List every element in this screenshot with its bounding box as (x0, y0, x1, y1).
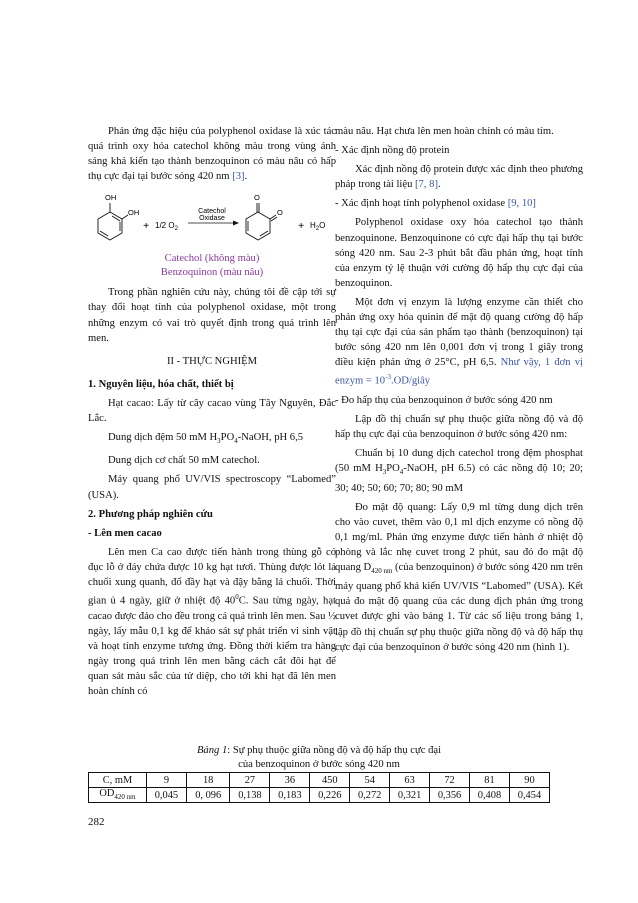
citation-link[interactable]: [7, 8] (415, 179, 438, 191)
table-cell: 0,226 (310, 788, 350, 803)
enzyme-label-top: Catechol (198, 208, 226, 216)
sub-activity: - Xác định hoạt tính polyphenol oxidase [9, 10] (335, 198, 536, 210)
research-paragraph: Trong phần nghiên cứu này, chúng tôi đề cập tới sự thay đổi hoạt tính của polyphenol oxidase, một trong những enzym có vai trò quyết định trong quá trình lên men. (88, 287, 336, 344)
table-cell: 18 (186, 773, 230, 788)
table-cell: 54 (350, 773, 390, 788)
protein-paragraph: Xác định nồng độ protein được xác định theo phương pháp trong tài liệu [7, 8]. (335, 164, 583, 191)
curve-paragraph: Lập đồ thị chuẩn sự phụ thuộc giữa nồng độ và độ hấp thụ cực đại của benzoquinon ở bước sóng 420 nm: (335, 414, 583, 441)
reaction-arrow (188, 208, 239, 226)
table-cell: 0,454 (509, 788, 549, 803)
table-cell: 81 (470, 773, 510, 788)
table-row (89, 788, 550, 803)
reaction-diagram (88, 192, 336, 252)
row-header: C, mM (89, 773, 147, 788)
table-cell: 63 (390, 773, 430, 788)
data-table (88, 772, 550, 803)
o-label-top: O (254, 193, 260, 203)
table-cell: 72 (430, 773, 470, 788)
right-column (335, 124, 583, 659)
table-cell: 0,183 (270, 788, 310, 803)
continued-paragraph: màu nâu. Hạt chưa lên men hoàn chỉnh có màu tím. (335, 126, 554, 137)
caption-label: Bảng 1 (196, 745, 228, 756)
table-cell: 0,045 (146, 788, 186, 803)
table-row (89, 773, 550, 788)
sub-protein: - Xác định nồng độ protein (335, 145, 450, 157)
subsection-materials: 1. Nguyên liệu, hóa chất, thiết bị (88, 378, 234, 390)
table-cell: 0, 096 (186, 788, 230, 803)
measure-paragraph: Đo mật độ quang: Lấy 0,9 ml từng dung dịch trên cho vào cuvet, thêm vào 0,1 ml dịch enzyme có nồng độ 0,1 mg/ml. Phản ứng enzyme được tiến hành ở nhiệt độ phòng và lắc nhẹ cuvet trong 2 phút, sau đó đo mật độ quang $D_{420 nm}$ (của benzoquinon) ở bước sóng 420 nm trên máy quang phổ khả kiến UV/VIS “Labomed” (USA). Kết quả đo mật độ quang của các dung dịch phản ứng trong cuvet được ghi vào bảng 1. Từ các số liệu trong bảng 1, lập đồ thị chuẩn sự phụ thuộc giữa nồng độ và độ hấp thụ cực đại của benzoquinon ở bước sóng 420 nm (hình 1). (335, 501, 583, 653)
page-number: 282 (88, 816, 105, 828)
table-cell: 0,356 (430, 788, 470, 803)
table-cell: 0,408 (470, 788, 510, 803)
table-cell: 90 (509, 773, 549, 788)
prep-paragraph: Chuẩn bị 10 dung dịch catechol trong đệm phosphat (50 mM $H_3PO_4$-NaOH, pH 6.5) có các nồng độ 10; 20; 30; 40; 50; 60; 70; 80; 90 mM (335, 448, 583, 494)
section-heading: II - THỰC NGHIỆM (166, 355, 258, 367)
table-cell: 450 (310, 773, 350, 788)
fermentation-paragraph: Lên men Ca cao được tiến hành trong thùng gỗ có đục lỗ ở đáy chứa được 10 kg hạt tươi. Thùng được lót lá chuối xung quanh, đổ đầy hạt và đậy bằng lá chuối. Thời gian ủ 4 ngày, giữ ở nhiệt độ $40^0C$. Sau từng ngày, hạt cacao được đảo cho đều trong cả quá trình lên men. Sau ½ ngày, lấy mẫu 0,1 kg để khảo sát sự phát triển vi sinh vật và hoạt tính enzyme tương ứng. Đồng thời kiểm tra hàng ngày trong quá trình lên men bằng cách cắt đôi hạt để quan sát màu sắc của tử diệp, cho tới khi hạt đã lên men hoàn chỉnh có (88, 546, 336, 698)
oh-label-side: OH (128, 208, 140, 218)
left-column (88, 124, 336, 703)
table-cell: 9 (146, 773, 186, 788)
plus-sign-2: + (298, 220, 305, 233)
benzoquinone-structure (246, 193, 283, 240)
activity-paragraph: Polyphenol oxidase oxy hóa catechol tạo thành benzoquinone. Benzoquinone có cực đại hấp thụ tại bước sóng 420 nm. Sau 2-3 phút bắt đầu phản ứng, hoạt tính của enzym tỷ lệ thuận với cường độ hấp thụ cực đại của benzoquinon. (335, 217, 583, 289)
table-caption: Bảng 1: Sự phụ thuộc giữa nồng độ và độ hấp thụ cực đại của benzoquinon ở bước sóng 420 nm (196, 745, 442, 770)
spectro-paragraph: Máy quang phổ UV/VIS spectroscopy “Labomed” (USA). (88, 474, 336, 501)
citation-link[interactable]: [3] (232, 171, 245, 183)
reaction-labels (88, 252, 336, 279)
catechol-structure (98, 193, 139, 240)
row-header: $OD_{420 nm}$ (89, 788, 147, 803)
subsub-fermentation: - Lên men cacao (88, 527, 162, 539)
catechol-label: Catechol (không màu) (164, 253, 260, 265)
buffer-paragraph: Dung dịch đệm 50 mM $H_3PO_4$-NaOH, pH 6,5 (108, 432, 304, 446)
table-cell: 0,321 (390, 788, 430, 803)
sub-absorbance: - Đo hấp thụ của benzoquinon ở bước sóng 420 nm (335, 395, 553, 407)
cacao-paragraph: Hạt cacao: Lấy từ cây cacao vùng Tây Nguyên, Đắc Lắc. (88, 397, 336, 425)
intro-paragraph: Phản ứng đặc hiệu của polyphenol oxidase là xúc tác quá trình oxy hóa catechol không màu trong vùng ánh sáng khả kiến tạo thành benzoquinon có màu nâu có hấp thụ cực đại tại bước sóng 420 nm [3]. (88, 126, 336, 183)
table-cell: 0,272 (350, 788, 390, 803)
oxygen-label: 1/2 $O_2$ (155, 221, 178, 233)
citation-link[interactable]: [9, 10] (507, 198, 536, 210)
substrate-paragraph: Dung dịch cơ chất 50 mM catechol. (108, 455, 260, 467)
table-cell: 36 (270, 773, 310, 788)
enzyme-label-bottom: Oxidase (199, 215, 225, 223)
water-label: $H_2O$ (310, 221, 326, 233)
table-cell: 0,138 (230, 788, 270, 803)
unit-paragraph: Một đơn vị enzym là lượng enzyme cần thiết cho phản ứng oxy hóa quinin để mật độ quang cường độ hấp thụ tại cực đại của sản phẩm tạo thành (benzoquinon) tại bước sóng 420 nm lên 0,001 đơn vị trong 1 giây trong điều kiện phản ứng ở 25°C, pH 6,5. Như vậy, 1 đơn vị enzym = $10^{-3}.OD$/giây (335, 296, 583, 387)
plus-sign: + (143, 220, 150, 233)
o-label-side: O (277, 208, 283, 218)
subsection-methods: 2. Phương pháp nghiên cứu (88, 508, 213, 520)
oh-label-top: OH (105, 193, 117, 203)
benzoquinon-label: Benzoquinon (màu nâu) (160, 266, 264, 278)
table-cell: 27 (230, 773, 270, 788)
reaction-scheme (88, 192, 336, 252)
